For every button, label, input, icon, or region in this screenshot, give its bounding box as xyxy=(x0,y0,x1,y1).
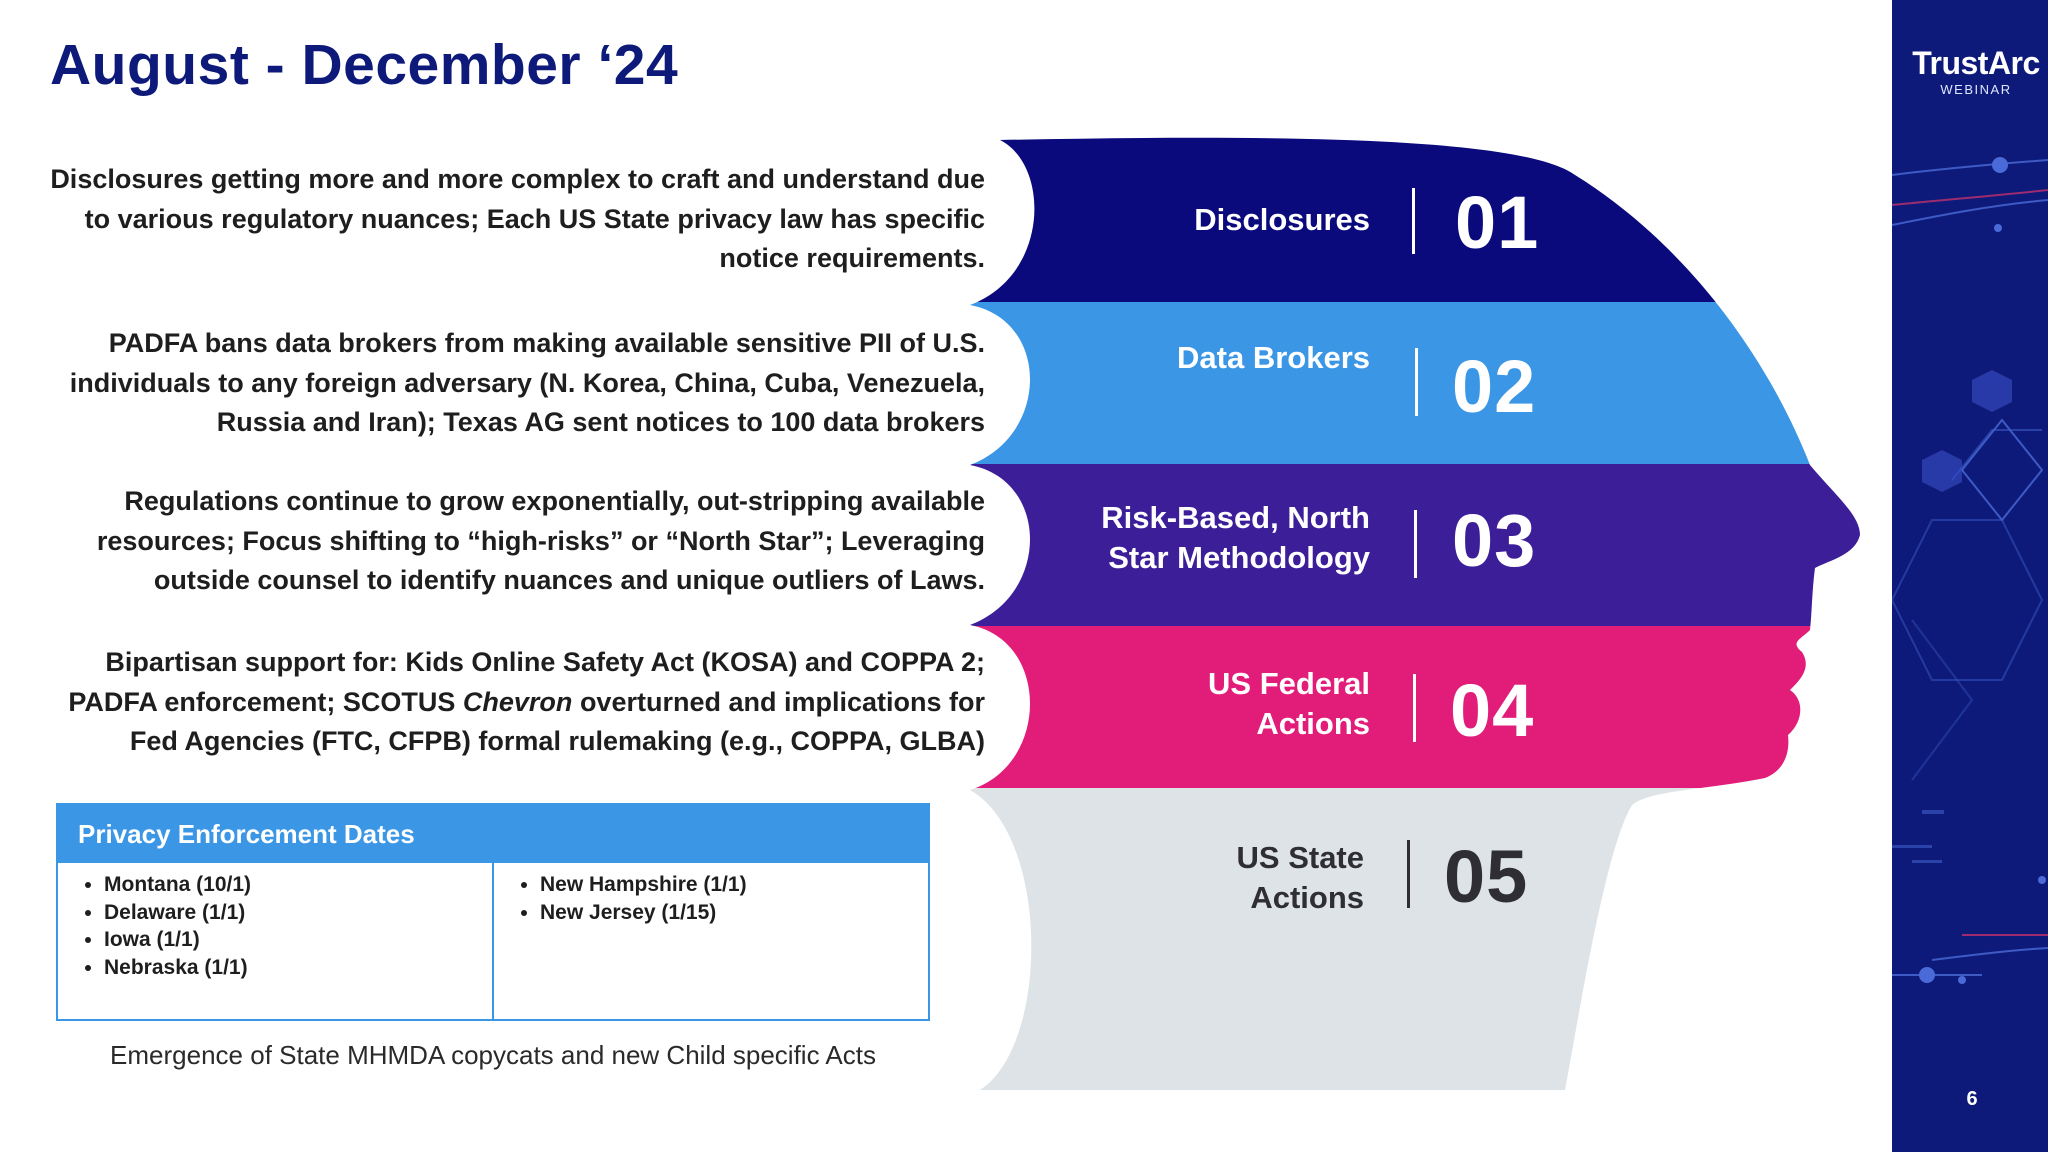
description-federal-text-2: overturned and implications for Fed Agencies (FTC, CFPB) formal rulemaking (e.g., COPPA, GLBA) xyxy=(129,686,985,756)
privacy-enforcement-box xyxy=(56,803,930,1021)
trustarc-logo xyxy=(1911,46,2041,98)
logo-wordmark: TrustArc xyxy=(1912,45,2040,81)
band-number-04: 04 xyxy=(1450,669,1535,752)
network-decoration xyxy=(1892,0,2048,1152)
slide-title: August - December ‘24 xyxy=(50,33,679,97)
privacy-enforcement-header: Privacy Enforcement Dates xyxy=(58,805,928,863)
network-node xyxy=(1919,967,1935,983)
enforcement-item: • Nebraska (1/1) xyxy=(104,954,492,982)
enforcement-item: • New Hampshire (1/1) xyxy=(540,871,928,899)
hexagon-shape xyxy=(1972,370,2012,412)
decor-bar xyxy=(1892,845,1932,848)
band-number-02: 02 xyxy=(1452,345,1537,428)
network-node xyxy=(1958,976,1966,984)
hexagon-shape xyxy=(1922,450,1962,492)
band-divider-04 xyxy=(1413,674,1416,742)
enforcement-item: • Iowa (1/1) xyxy=(104,926,492,954)
description-federal-text-1: Bipartisan support for: Kids Online Safety Act (KOSA) and COPPA 2; PADFA enforcement; SCOTUS xyxy=(68,647,985,717)
enforcement-list-2 xyxy=(494,871,928,926)
brand-sidebar xyxy=(1892,0,2048,1152)
enforcement-item: • Delaware (1/1) xyxy=(104,899,492,927)
decor-bar xyxy=(1912,860,1942,863)
band-number-03: 03 xyxy=(1452,499,1537,582)
band-label-data-brokers: Data Brokers xyxy=(1177,340,1370,375)
network-node xyxy=(1994,224,2002,232)
enforcement-list-1 xyxy=(58,871,492,981)
description-federal-italic: Chevron xyxy=(462,686,573,717)
enforcement-column-2 xyxy=(492,863,928,1019)
band-divider-05 xyxy=(1407,840,1410,908)
decor-bar xyxy=(1922,810,1944,814)
enforcement-column-1 xyxy=(58,863,492,1019)
network-node xyxy=(1992,157,2008,173)
band-number-05: 05 xyxy=(1444,835,1529,918)
band-divider-02 xyxy=(1415,348,1418,416)
band-label-risk-based: Risk-Based, North Star Methodology xyxy=(1101,500,1370,575)
page-number: 6 xyxy=(1966,1088,1978,1110)
description-disclosures: Disclosures getting more and more complex to craft and understand due to various regulatory nuances; Each US State privacy law has specific notice requirements. xyxy=(50,164,985,273)
logo-webinar-label: WEBINAR xyxy=(1940,82,2012,97)
footnote: Emergence of State MHMDA copycats and new Child specific Acts xyxy=(110,1040,876,1070)
enforcement-item: • Montana (10/1) xyxy=(104,871,492,899)
description-data-brokers: PADFA bans data brokers from making available sensitive PII of U.S. individuals to any foreign adversary (N. Korea, China, Cuba, Venezuela, Russia and Iran); Texas AG sent notices to 100 data brokers xyxy=(69,328,985,437)
band-shape-02 xyxy=(900,302,2000,464)
band-divider-01 xyxy=(1412,188,1415,254)
band-label-federal-actions: US Federal Actions xyxy=(1208,666,1370,741)
band-label-disclosures: Disclosures xyxy=(1194,202,1370,237)
network-node xyxy=(2038,876,2046,884)
band-number-01: 01 xyxy=(1455,181,1540,264)
description-risk-based: Regulations continue to grow exponentially, out-stripping available resources; Focus shifting to “high-risks” or “North Star”; Leveraging outside counsel to identify nuances and unique outliers of Laws. xyxy=(96,486,985,595)
band-divider-03 xyxy=(1414,510,1417,578)
band-label-state-actions: US State Actions xyxy=(1236,840,1364,915)
enforcement-item: • New Jersey (1/15) xyxy=(540,899,928,927)
privacy-enforcement-columns xyxy=(58,863,928,1019)
